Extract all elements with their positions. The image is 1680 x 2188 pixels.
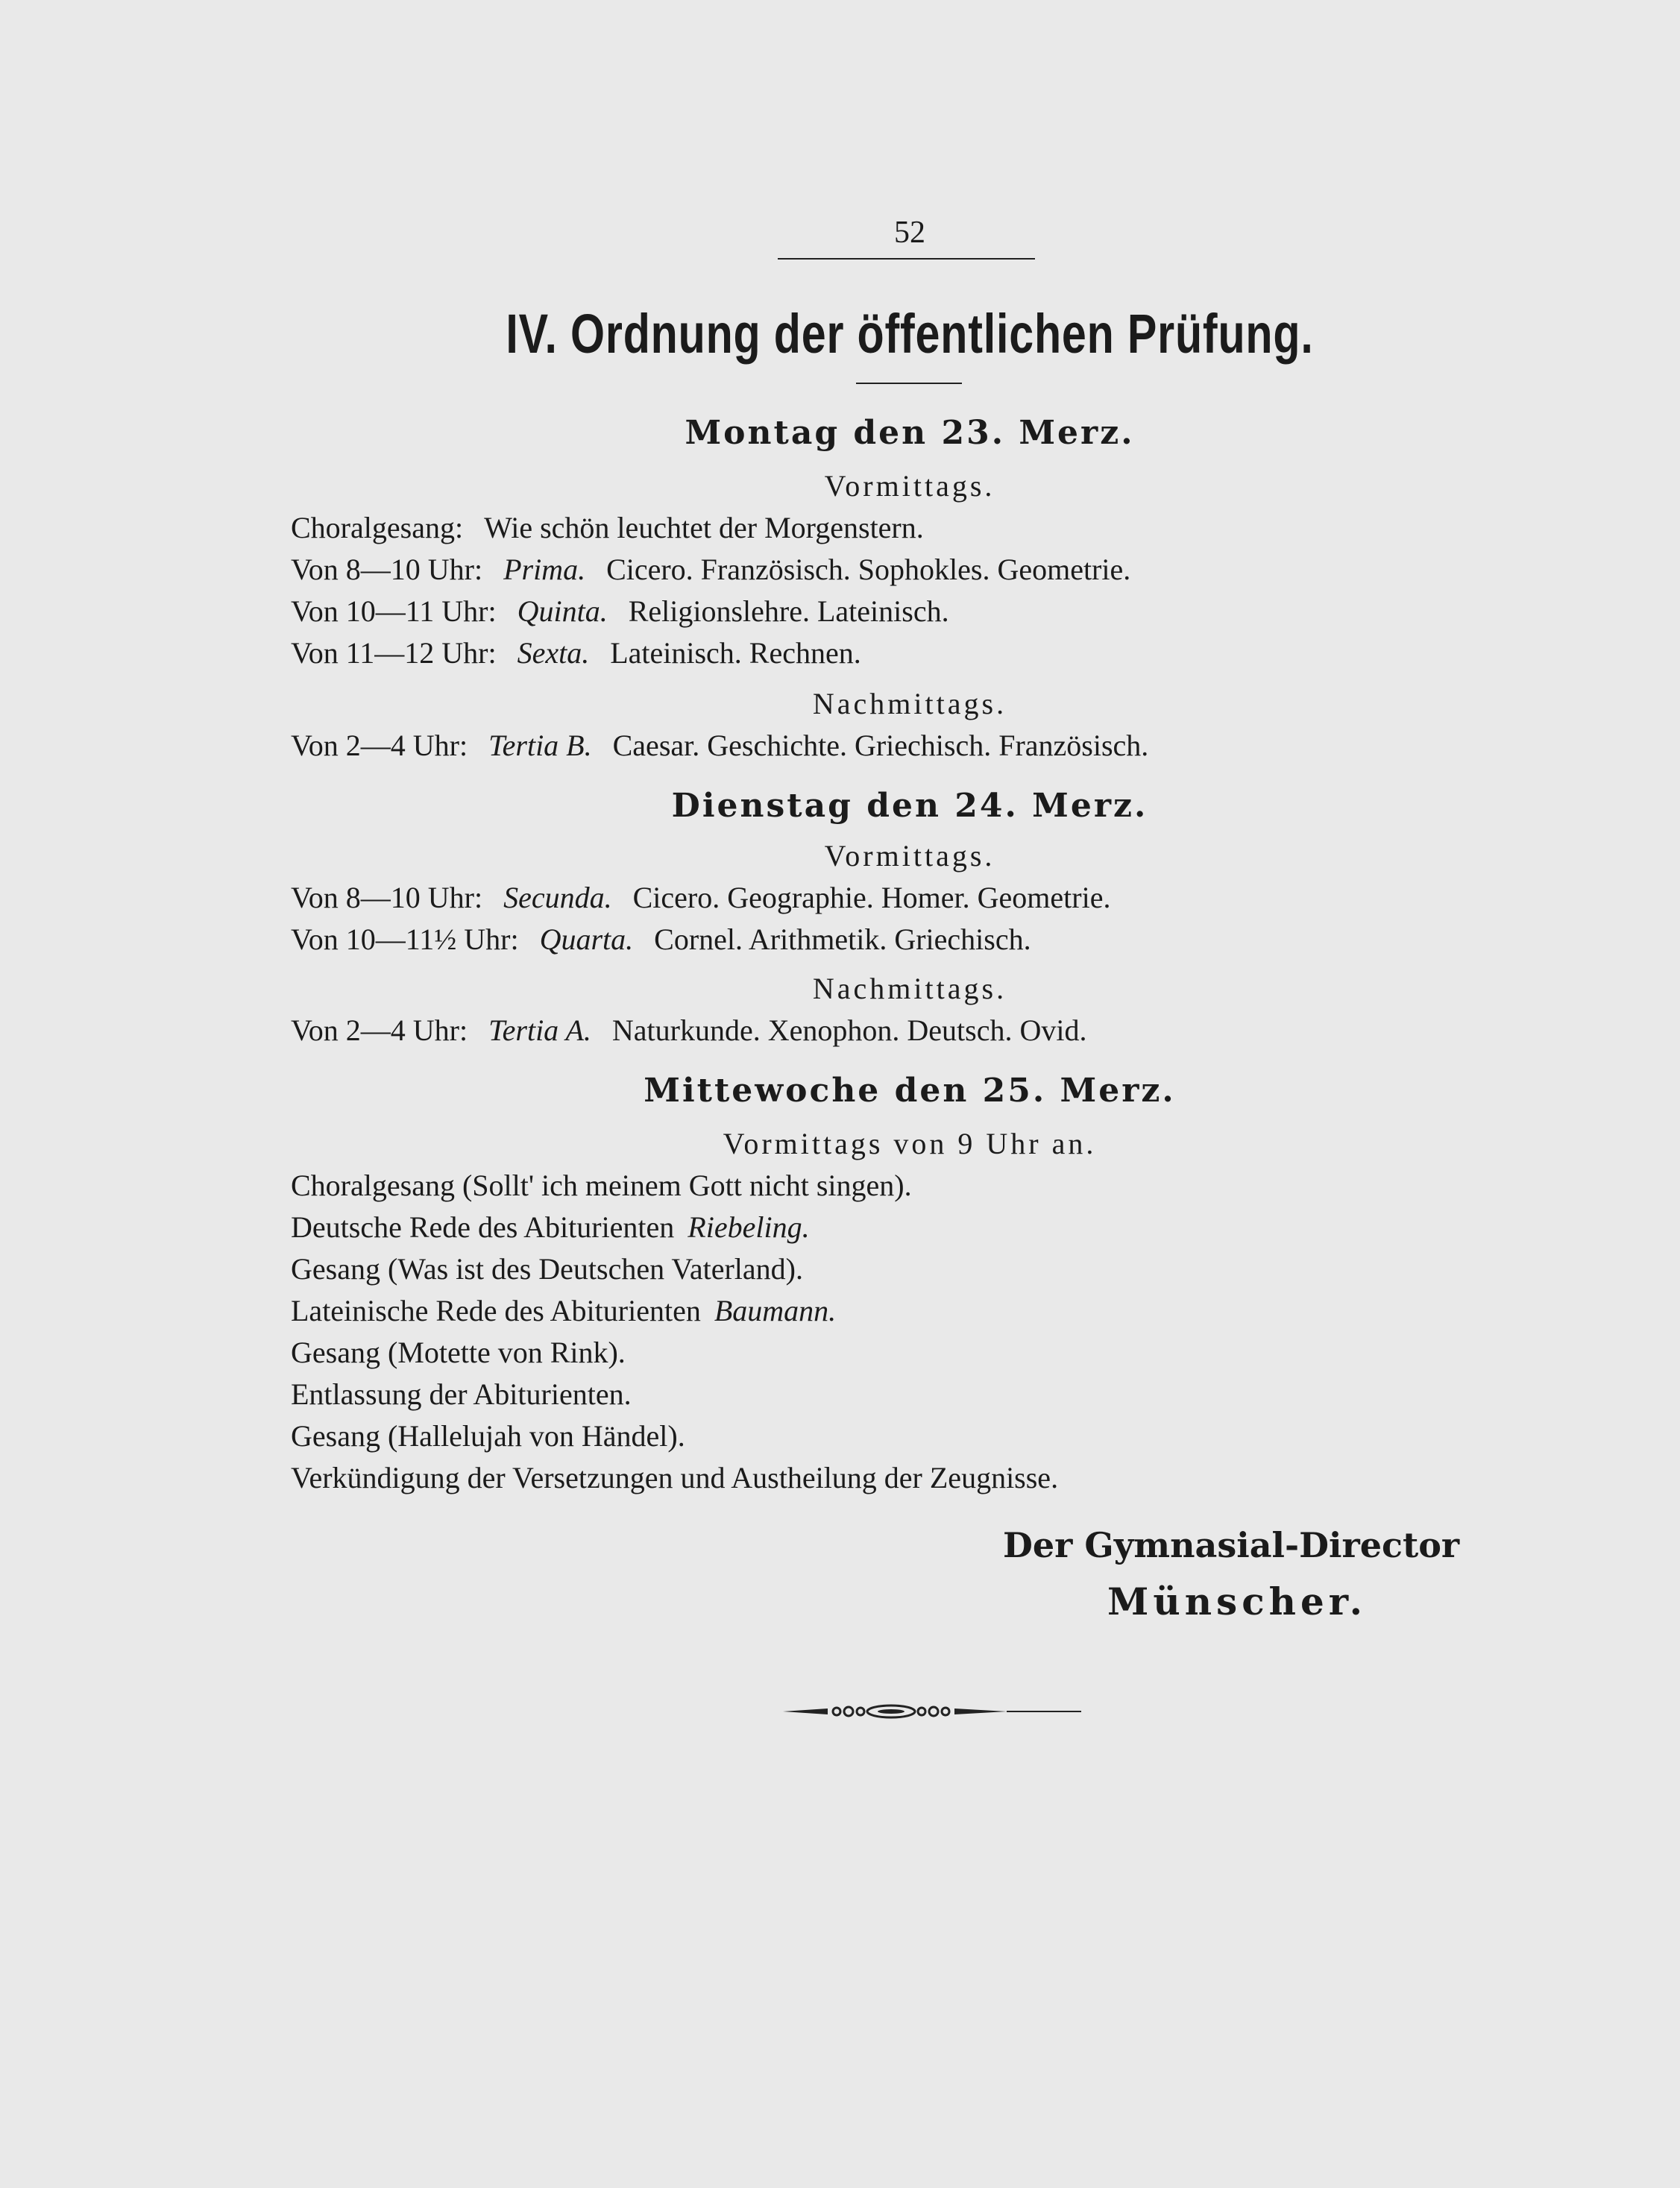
title-rule [856,383,962,384]
program-line: Verkündigung der Versetzungen und Austheilung der Zeugnisse. [291,1461,1059,1494]
line-time: Von 8—10 Uhr: [291,881,483,914]
page-title: IV. Ordnung der öffentlichen Prüfung. [506,303,1314,365]
program-line: Gesang (Motette von Rink). [291,1336,626,1369]
line-time: Von 10—11 Uhr: [291,594,497,628]
line-subjects: Caesar. Geschichte. Griechisch. Französisch. [612,729,1149,762]
line-class: Quarta. [539,922,634,956]
program-line [291,1293,836,1328]
line-class: Quinta. [517,594,608,628]
line-time: Von 11—12 Uhr: [291,636,497,670]
program-line: Gesang (Hallelujah von Händel). [291,1419,685,1453]
schedule-line [291,922,1052,957]
day-heading-wednesday: Mittewoche den 25. Merz. [644,1072,1176,1110]
line-time: Choralgesang: [291,511,464,544]
line-subjects: Deutsche Rede des Abiturienten [291,1210,675,1244]
line-class: Tertia A. [488,1013,591,1047]
student-name: Riebeling. [688,1210,810,1244]
schedule-line [291,594,970,629]
line-class: Tertia B. [488,729,592,762]
section-label: Vormittags. [824,469,995,503]
page-number: 52 [894,216,925,250]
line-subjects: Wie schön leuchtet der Morgenstern. [484,511,924,544]
ornament-divider-icon [783,1700,1081,1723]
program-line [291,1210,810,1245]
line-class: Secunda. [503,881,612,914]
section-label: Nachmittags. [812,972,1007,1005]
signature-title: Der Gymnasial-Director [1003,1525,1460,1565]
program-line: Entlassung der Abiturienten. [291,1377,632,1411]
section-label: Vormittags von 9 Uhr an. [723,1127,1097,1160]
line-time: Von 10—11½ Uhr: [291,922,519,956]
schedule-line [291,1013,1107,1048]
line-class: Sexta. [517,636,590,670]
line-subjects: Cornel. Arithmetik. Griechisch. [654,922,1031,956]
schedule-line [291,635,882,670]
line-time: Von 2—4 Uhr: [291,729,468,762]
line-subjects: Lateinisch. Rechnen. [610,636,861,670]
schedule-line [291,510,945,545]
day-heading-monday: Montag den 23. Merz. [685,414,1135,452]
line-subjects: Religionslehre. Lateinisch. [628,594,949,628]
line-class: Prima. [503,553,586,586]
page-number-rule [778,258,1035,260]
line-subjects: Cicero. Französisch. Sophokles. Geometrie. [606,553,1131,586]
signature-name: Münscher. [1107,1579,1367,1623]
student-name: Baumann. [714,1294,837,1327]
line-time: Von 2—4 Uhr: [291,1013,468,1047]
line-subjects: Cicero. Geographie. Homer. Geometrie. [632,881,1111,914]
program-line: Choralgesang (Sollt' ich meinem Gott nicht singen). [291,1169,912,1202]
day-heading-tuesday: Dienstag den 24. Merz. [671,787,1148,825]
program-line: Gesang (Was ist des Deutschen Vaterland). [291,1252,803,1286]
schedule-line [291,880,1131,915]
schedule-line [291,728,1169,763]
schedule-line [291,552,1151,587]
line-subjects: Lateinische Rede des Abiturienten [291,1294,701,1327]
line-subjects: Naturkunde. Xenophon. Deutsch. Ovid. [611,1013,1087,1047]
line-time: Von 8—10 Uhr: [291,553,483,586]
section-label: Nachmittags. [812,687,1007,720]
section-label: Vormittags. [824,839,995,873]
